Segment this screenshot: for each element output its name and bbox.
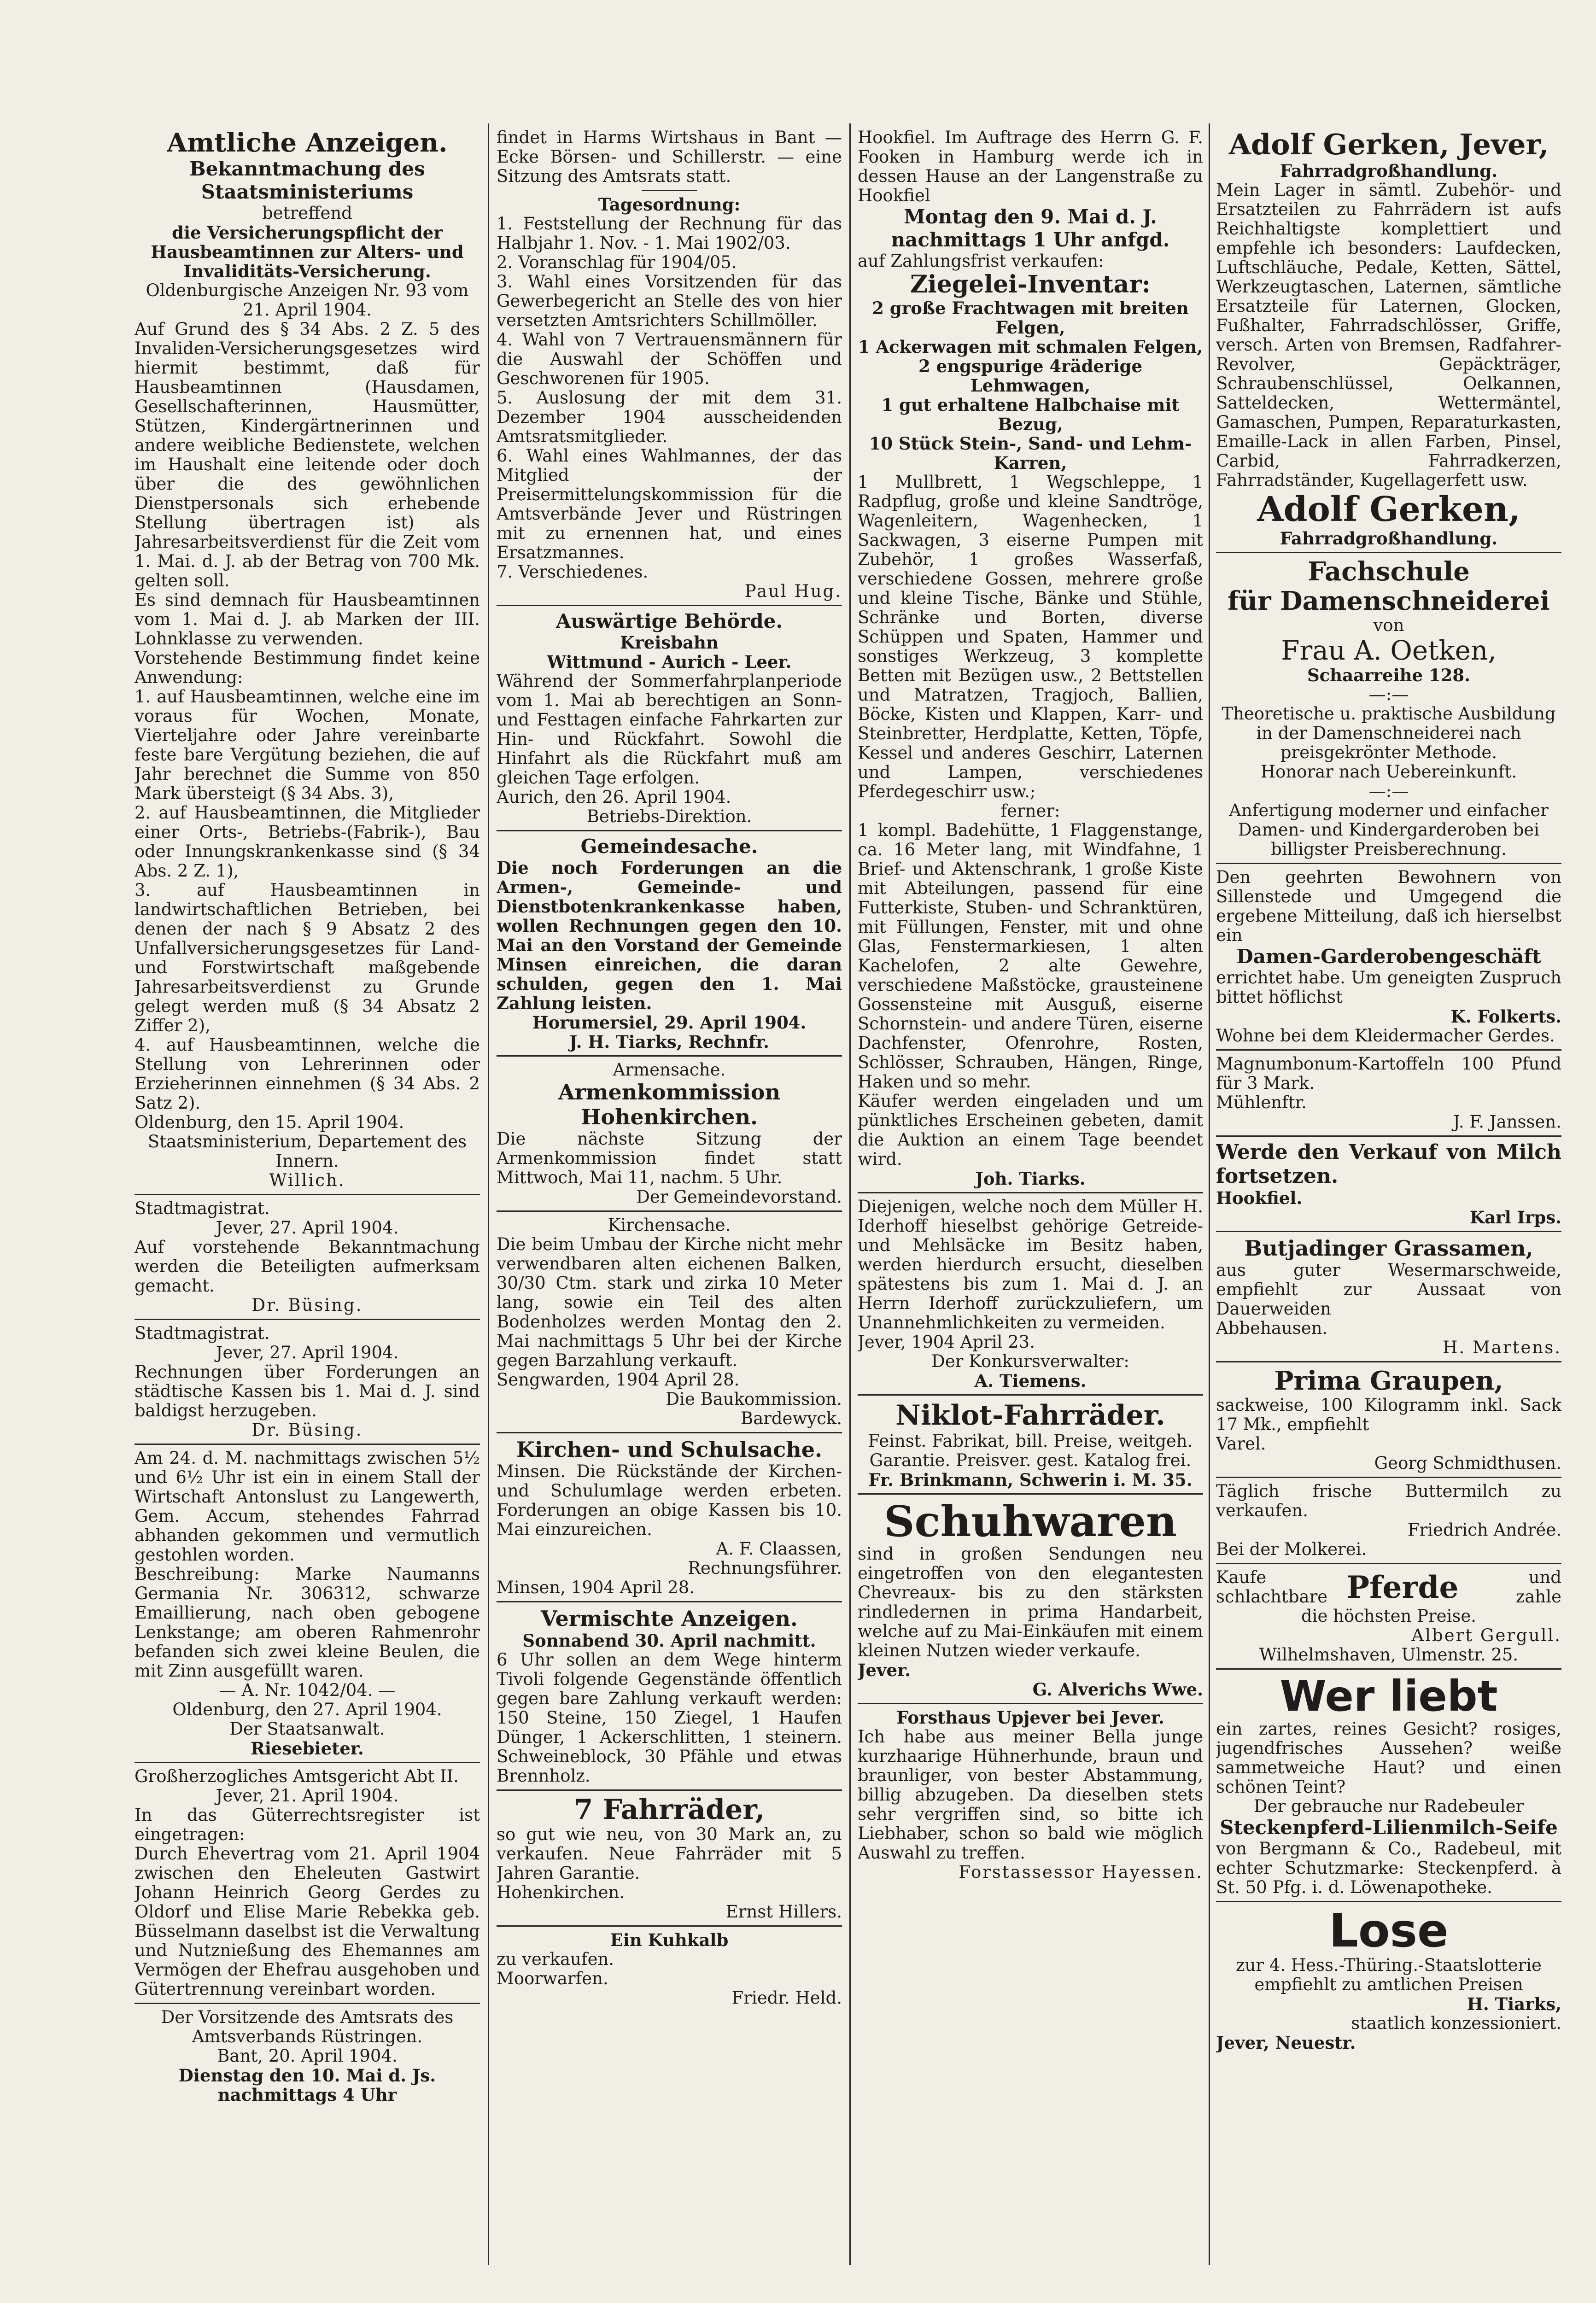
- notice-title: Kreisbahn: [620, 632, 719, 653]
- ad-title: Wer liebt: [1280, 1672, 1498, 1721]
- notice-signature: Paul Hug.: [744, 581, 842, 601]
- ad-title: Steckenpferd-Lilienmilch-Seife: [1220, 1816, 1558, 1839]
- notice-paragraph: Auf Grund des § 34 Abs. 2 Z. 5 des Invaliden-Versicherungsgesetzes wird hiermit bestimmt, daß für Hausbeamtinnen (Hausdamen, Gesellschafterinnen, Hausmütter, Stützen, Kindergärtnerinnen und andere weibliche Bedienstete, welchen im Haushalt eine leitende oder doch über die des gewöhnlichen Dienstpersonals sich erhebende Stellung übertragen ist) als Jahresarbeitsverdienst für die Zeit vom 1. Mai. d. J. ab der Betrag von 700 Mk. gelten soll.: [134, 319, 480, 590]
- ad-text: Hookfiel. Im Auftrage des Herrn G. F. Fooken in Hamburg werde ich in dessen Hause an der Langenstraße zu Hookfiel: [858, 128, 1203, 205]
- notice-signature: Dr. Büsing.: [251, 1295, 363, 1315]
- agenda-item: 1. Feststellung der Rechnung für das Halbjahr 1. Nov. - 1. Mai 1902/03.: [497, 214, 842, 253]
- ad-place: Mühlenftr.: [1216, 1093, 1307, 1112]
- ad-text: Der gebrauche nur Radebeuler: [1253, 1796, 1524, 1816]
- ad-subtitle: Fahrradgroßhandlung.: [1280, 528, 1498, 549]
- ad-text: Anfertigung moderner und einfacher Damen- und Kindergarderoben bei billigster Preisberechnung.: [1229, 801, 1549, 859]
- divider: [497, 1789, 842, 1791]
- ad-text: 6 Uhr sollen an dem Wege hinterm Tivoli folgende Gegenstände öffentlich gegen bare Zahlung verkauft werden: 150 Steine, 150 Ziegel, 1 Haufen Dünger, 1 Ackerschlitten, 1 steinern. Schweineblock, 30 Pfähle und etwas Brennholz.: [497, 1650, 842, 1786]
- ad-place: Hookfiel.: [1216, 1188, 1303, 1208]
- notice-date: Bant, 20. April 1904.: [217, 2046, 398, 2066]
- notice-text: Minsen. Die Rückstände der Kirchen- und Schulumlage werden erbeten. Forderungen an obige Kassen bis 10. Mai einzureichen.: [497, 1461, 842, 1539]
- notice-date: Oldenburg, den 15. April 1904.: [134, 1112, 404, 1132]
- ad-text: und zahle: [1515, 1567, 1561, 1607]
- ad-item: 1 gut erhaltene Halbchaise mit Bezug,: [881, 395, 1180, 434]
- divider: [1216, 1563, 1561, 1564]
- ad-text: aus guter Wesermarschweide, empfiehlt zur Aussaat von Dauerweiden: [1216, 1260, 1561, 1319]
- ad-title: Butjadinger Grassamen,: [1244, 1236, 1533, 1261]
- divider: [642, 190, 697, 191]
- notice-signature: Der Staatsanwalt.: [229, 1719, 385, 1739]
- ad-text: Wohne bei dem Kleidermacher Gerdes.: [1216, 1026, 1555, 1046]
- ad-title: Adolf Gerken,: [1257, 490, 1520, 529]
- ad-place: Hohenkirchen.: [497, 1882, 625, 1902]
- notice-text: Auf vorstehende Bekanntmachung werden die Beteiligten aufmerksam gemacht.: [134, 1237, 480, 1296]
- ad-text: Theoretische u. praktische Ausbildung in der Damenschneiderei nach preisgekrönter Methode.: [1222, 704, 1556, 762]
- notice-heading: Stadtmagistrat.: [134, 1198, 270, 1218]
- ad-text: zur 4. Hess.-Thüring.-Staatslotterie empfiehlt zu amtlichen Preisen: [1236, 1955, 1542, 1994]
- notice-reference: Oldenburgische Anzeigen Nr. 93 vom 21. April 1904.: [146, 281, 469, 320]
- ad-ornament: —:—: [1368, 781, 1409, 801]
- notice-date-line: Dienstag den 10. Mai d. Js. nachmittags 4 Uhr: [178, 2065, 436, 2104]
- ad-place: Jever, Neuestr.: [1216, 2033, 1356, 2052]
- ad-text: Magnumbonum-Kartoffeln 100 Pfund für 3 Mark.: [1216, 1054, 1561, 1093]
- divider: [858, 1394, 1203, 1396]
- section-heading: Auswärtige Behörde.: [556, 610, 783, 632]
- ad-title: Prima Graupen,: [1274, 1366, 1503, 1396]
- ad-subtitle: Fahrradgroßhandlung.: [1280, 161, 1498, 181]
- ad-title: Ein Kuhkalb: [610, 1930, 729, 1950]
- notice-signature: Betriebs-Direktion.: [586, 807, 752, 826]
- ad-text: Kaufe schlachtbare: [1216, 1567, 1328, 1607]
- divider: [1216, 1135, 1561, 1137]
- divider: [1216, 1901, 1561, 1902]
- divider: [1216, 863, 1561, 864]
- notice-heading: Stadtmagistrat.: [134, 1323, 270, 1343]
- notice-title: Wittmund - Aurich - Leer.: [547, 652, 792, 672]
- ad-title: Damen-Garderobengeschäft: [1236, 945, 1541, 968]
- ad-text: Honorar nach Uebereinkunft.: [1260, 762, 1517, 782]
- agenda-item: 7. Verschiedenes.: [497, 562, 649, 582]
- ad-signature: Friedr. Held.: [731, 1988, 842, 2008]
- agenda-item: 3. Wahl eines Vorsitzenden für das Gewerbegericht an Stelle des von hier versetzten Amtsrichters Schillmöller.: [497, 272, 842, 330]
- agenda-item: 4. Wahl von 7 Vertrauensmännern für die Auswahl der Schöffen und Geschworenen für 1905.: [497, 330, 842, 388]
- ad-address: Wilhelmshaven, Ulmenstr. 25.: [1259, 1645, 1519, 1665]
- ad-signature: Friedrich Andrée.: [1407, 1520, 1561, 1540]
- notice-date: Jever, 21. April 1904.: [216, 1786, 399, 1806]
- ad-place: Bei der Molkerei.: [1216, 1539, 1367, 1559]
- divider: [1216, 1361, 1561, 1362]
- notice-date: Minsen, 1904 April 28.: [497, 1578, 695, 1597]
- notice-subject: die Versicherungspflicht der Hausbeamtinnen zur Alters- und Invaliditäts-Versicherung.: [151, 222, 464, 281]
- ad-text: Käufer werden eingeladen und um pünktliches Erscheinen gebeten, damit die Auktion an einem Tage beendet wird.: [858, 1091, 1203, 1169]
- notice-date: Horumersiel, 29. April 1904.: [532, 1012, 807, 1033]
- ad-title: für Damenschneiderei: [1228, 586, 1550, 616]
- ad-signature: H. Tiarks,: [1467, 1994, 1561, 2014]
- ad-place: Jever.: [858, 1660, 911, 1680]
- notice-text: Während der Sommerfahrplanperiode vom 1. Mai ab berechtigen an Sonn- und Festtagen einfache Fahrkarten zur Hin- und Rückfahrt. Sowohl die Hinfahrt als die Rückfahrt muß am gleichen Tage erfolgen.: [497, 671, 842, 788]
- notice-text: Die noch Forderungen an die Armen-, Gemeinde- und Dienstbotenkrankenkasse haben, wollen Rechnungen gegen den 10. Mai an den Vorstand der Gemeinde Minsen einreichen, die daran schulden, gegen den 1. Mai Zahlung leisten.: [497, 858, 842, 1013]
- ad-title: Pferde: [1346, 1569, 1459, 1605]
- ad-signature: K. Folkerts.: [1450, 1006, 1561, 1027]
- notice-title: Armenkommission Hohenkirchen.: [558, 1080, 781, 1129]
- divider: [134, 1194, 480, 1195]
- agenda-item: 6. Wahl eines Wahlmannes, der das Mitglied der Preisermittelungskommission für die Amtsverbände Jever und Rüstringen mit zu ernennen hat, und eines Ersatzmannes.: [497, 446, 842, 562]
- ad-signature: Ernst Hillers.: [725, 1902, 842, 1922]
- notice-text: findet in Harms Wirtshaus in Bant — Ecke Börsen- und Schillerstr. — eine Sitzung des Amtsrats statt.: [497, 128, 842, 186]
- ad-title: Ziegelei-Inventar:: [910, 270, 1151, 298]
- ad-text: sackweise, 100 Kilogramm inkl. Sack 17 Mk., empfiehlt: [1216, 1395, 1561, 1434]
- notice-signature: A. F. Claassen,: [716, 1539, 842, 1559]
- notice-paragraph: 3. auf Hausbeamtinnen in landwirtschaftlichen Betrieben, bei denen der nach § 9 Absatz 2 des Unfallversicherungsgesetzes für Land- und Forstwirtschaft maßgebende Jahresarbeitsverdienst zu Grunde gelegt werden muß (§ 34 Absatz 2 Ziffer 2),: [134, 880, 480, 1035]
- agenda-item: 2. Voranschlag für 1904/05.: [497, 252, 737, 272]
- ad-title: Schuhwaren: [884, 1496, 1177, 1546]
- notice-date: Aurich, den 26. April 1904.: [497, 787, 731, 807]
- ad-text: auf Zahlungsfrist verkaufen:: [858, 251, 1104, 271]
- ad-title: Lose: [1329, 1904, 1449, 1958]
- section-heading: Kirchensache.: [608, 1215, 731, 1235]
- notice-subtitle: betreffend: [262, 203, 352, 223]
- ad-signature: Der Konkursverwalter:: [931, 1351, 1129, 1371]
- ad-text: Diejenigen, welche noch dem Müller H. Iderhoff hieselbst gehörige Getreide- und Mehlsäcke im Besitz haben, werden hierdurch ersucht, dieselben spätestens bis zum 1. Mai d. J. an Herrn Iderhoff zurückzuliefern, um Unannehmlichkeiten zu vermeiden.: [858, 1197, 1203, 1333]
- divider: [497, 605, 842, 606]
- section-heading: Vermischte Anzeigen.: [541, 1606, 798, 1631]
- divider: [858, 1493, 1203, 1495]
- divider: [497, 1432, 842, 1433]
- divider: [134, 1444, 480, 1445]
- ad-text: Den geehrten Bewohnern von Sillenstede und Umgegend die ergebene Mitteilung, daß ich hierselbst ein: [1216, 867, 1561, 945]
- ad-signature: A. Tiemens.: [974, 1371, 1087, 1391]
- ad-signature: staatlich konzessioniert.: [1351, 2013, 1561, 2033]
- ad-text: errichtet habe. Um geneigten Zuspruch bittet höflichst: [1216, 968, 1561, 1007]
- ad-text: 1 kompl. Badehütte, 1 Flaggenstange, ca. 16 Meter lang, mit Windfahne, 1 Brief- und Aktenschrank, 1 große Kiste mit Abteilungen, passend für eine Futterkiste, Stuben- und Schranktüren, mit Füllungen, Fenster, mit und ohne Glas, Fenstermarkiesen, 1 alten Kachelofen, 2 alte Gewehre, verschiedene Maßstöcke, grausteinene Gossensteine mit Ausguß, eiserne Schornstein- und andere Türen, eiserne Dachfenster, Ofenrohre, Rosten, Schlösser, Schrauben, Hängen, Ringe, Haken und so mehr.: [858, 820, 1203, 1092]
- agenda-item: 5. Auslosung der mit dem 31. Dezember 1904 ausscheidenden Amtsratsmitglieder.: [497, 388, 842, 446]
- notice-paragraph: 4. auf Hausbeamtinnen, welche die Stellung von Lehrerinnen oder Erzieherinnen einnehmen (§ 34 Abs. 2 Satz 2).: [134, 1035, 480, 1113]
- notice-title: Bekanntmachung des Staatsministeriums: [189, 158, 425, 203]
- ad-title: Fachschule: [1308, 556, 1470, 587]
- notice-paragraph: Es sind demnach für Hausbeamtinnen vom 1. Mai d. J. ab Marken der III. Lohnklasse zu verwenden.: [134, 590, 480, 649]
- notice-text: Beschreibung: Marke Naumanns Germania Nr. 306312, schwarze Emaillierung, nach oben gebogene Lenkstange; am oberen Rahmenrohr befanden sich zwei kleine Beulen, die mit Zinn ausgefüllt waren.: [134, 1564, 480, 1681]
- divider: [858, 1192, 1203, 1193]
- ad-place: Moorwarfen.: [497, 1969, 608, 1988]
- ad-text: Täglich frische Buttermilch zu verkaufen.: [1216, 1481, 1561, 1520]
- ad-signature: G. Alverichs Wwe.: [1032, 1679, 1203, 1700]
- ad-text: Ich habe aus meiner Bella junge kurzhaarige Hühnerhunde, braun und braunliger, von bester Abstammung, billig abzugeben. Da dieselben stets sehr vergriffen sind, so bitte ich Liebhaber, schon so bald wie möglich Auswahl zu treffen.: [858, 1727, 1203, 1863]
- divider: [1216, 552, 1561, 553]
- ad-signature: Forstassessor Hayessen.: [959, 1862, 1203, 1882]
- divider: [1216, 1049, 1561, 1051]
- ad-item: 10 Stück Stein-, Sand- und Lehm-Karren,: [869, 433, 1192, 473]
- ad-signature: H. Martens.: [1443, 1338, 1561, 1357]
- column-3: [858, 128, 1203, 1882]
- ad-text: ein zartes, reines Gesicht? rosiges, jugendfrisches Aussehen? weiße sammetweiche Haut? und einen schönen Teint?: [1216, 1719, 1561, 1797]
- divider: [497, 1055, 842, 1057]
- ad-name: Frau A. Oetken,: [1281, 635, 1497, 666]
- ad-title: Werde den Verkauf von Milch fortsetzen.: [1216, 1140, 1561, 1188]
- divider: [134, 1319, 480, 1320]
- notice-date: Sengwarden, 1904 April 28.: [497, 1370, 740, 1390]
- notice-signature: Der Gemeindevorstand.: [636, 1187, 842, 1207]
- ad-signature: Karl Irps.: [1470, 1207, 1561, 1227]
- notice-signature: Die Baukommission.: [666, 1389, 842, 1409]
- ad-text: ferner:: [1000, 801, 1060, 821]
- ad-text: von Bergmann & Co., Radebeul, mit echter Schutzmarke: Steckenpferd. à St. 50 Pfg. i. d. Löwenapotheke.: [1216, 1839, 1561, 1897]
- agenda-heading: Tagesordnung:: [598, 194, 741, 215]
- notice-text: Am 24. d. M. nachmittags zwischen 5½ und 6½ Uhr ist ein in einem Stall der Wirtschaft Antonslust zu Langewerth, Gem. Accum, stehendes Fahrrad abhanden gekommen und vermutlich gestohlen worden.: [134, 1448, 480, 1565]
- notice-signature: Willich.: [269, 1170, 345, 1190]
- ad-text: so gut wie neu, von 30 Mark an, zu verkaufen. Neue Fahrräder mit 5 Jahren Garantie.: [497, 1824, 842, 1883]
- ad-title: 7 Fahrräder,: [573, 1794, 765, 1826]
- notice-date: Oldenburg, den 27. April 1904.: [172, 1700, 442, 1719]
- ad-title: Adolf Gerken, Jever,: [1228, 128, 1549, 161]
- notice-heading: Großherzogliches Amtsgericht Abt II.: [134, 1766, 459, 1786]
- notice-text: Rechnungen über Forderungen an städtische Kassen bis 1. Mai d. J. sind baldigst herzugeben.: [134, 1362, 480, 1420]
- column-1: [134, 128, 480, 2104]
- divider: [134, 1762, 480, 1763]
- notice-signature: Riesebieter.: [251, 1738, 364, 1759]
- ad-date: Jever, 1904 April 23.: [858, 1332, 1035, 1352]
- notice-signature: Bardewyck.: [741, 1409, 842, 1428]
- notice-date: Jever, 27. April 1904.: [216, 1218, 399, 1238]
- notice-title: Kirchen- und Schulsache.: [516, 1437, 823, 1462]
- ad-place: Varel.: [1216, 1434, 1266, 1454]
- ad-signature: Georg Schmidthusen.: [1374, 1453, 1561, 1473]
- section-heading-amtliche: Amtliche Anzeigen.: [167, 128, 448, 158]
- notice-paragraph: 1. auf Hausbeamtinnen, welche eine im voraus für Wochen, Monate, Vierteljahre oder Jahre vereinbarte feste bare Vergütung beziehen, die auf Jahr berechnet die Summe von 850 Mark übersteigt (§ 34 Abs. 3),: [134, 687, 480, 803]
- ad-title: Forsthaus Upjever bei Jever.: [896, 1707, 1164, 1728]
- notice-reference: — A. Nr. 1042/04. —: [219, 1680, 396, 1700]
- notice-text: Der Vorsitzende des Amtsrats des Amtsverbands Rüstringen.: [161, 2007, 454, 2046]
- section-heading: Armensache.: [613, 1060, 726, 1080]
- ad-text: zu verkaufen.: [497, 1949, 614, 1969]
- ad-address: Schaarreihe 128.: [1307, 665, 1471, 685]
- column-divider: [849, 123, 851, 2265]
- ad-title: Niklot-Fahrräder.: [895, 1399, 1165, 1432]
- notice-text: In das Güterrechtsregister ist eingetragen:: [134, 1805, 480, 1844]
- divider: [134, 2003, 480, 2004]
- ad-text: Mein Lager in sämtl. Zubehör- und Ersatzteilen zu Fahrrädern ist aufs Reichhaltigste komplettiert und empfehle ich besonders: Laufdecken, Luftschläuche, Pedale, Ketten, Sättel, Werkzeugtaschen, Laternen, sämtliche Ersatzteile für Laternen, Glocken, Fußhalter, Fahrradschlösser, Griffe, versch. Arten von Bremsen, Radfahrer-Revolver, Gepäckträger, Schraubenschlüssel, Oelkannen, Satteldecken, Wettermäntel, Gamaschen, Pumpen, Reparaturkasten, Emaille-Lack in allen Farben, Pinsel, Carbid, Fahrradkerzen, Fahrradständer, Kugellagerfett usw.: [1216, 180, 1561, 490]
- notice-signature: Staatsministerium, Departement des Innern.: [147, 1132, 467, 1171]
- column-divider: [488, 123, 489, 2265]
- notice-signature: Rechnungsführer.: [688, 1558, 842, 1578]
- divider: [497, 1601, 842, 1602]
- notice-signature: Dr. Büsing.: [251, 1420, 363, 1440]
- notice-text: Die nächste Sitzung der Armenkommission findet statt Mittwoch, Mai 11, nachm. 5 Uhr.: [497, 1129, 842, 1187]
- ad-text: die höchsten Preise.: [1301, 1606, 1477, 1626]
- column-2: [497, 128, 842, 2008]
- ad-ornament: —:—: [1368, 684, 1409, 704]
- notice-date: Jever, 27. April 1904.: [216, 1343, 399, 1362]
- notice-signature: J. H. Tiarks, Rechnfr.: [569, 1032, 769, 1052]
- divider: [858, 1703, 1203, 1704]
- column-4: [1216, 128, 1561, 2052]
- ad-item: 2 große Frachtwagen mit breiten Felgen,: [872, 298, 1189, 338]
- ad-item: 2 engspurige 4räderige Lehmwagen,: [918, 356, 1142, 396]
- ad-signature: Joh. Tiarks.: [975, 1169, 1086, 1189]
- divider: [497, 1210, 842, 1212]
- notice-text: Die beim Umbau der Kirche nicht mehr verwendbaren alten eichenen Balken, 30/30 Ctm. stark und zirka 10 Meter lang, sowie ein Teil des alten Bodenholzes werden Montag den 2. Mai nachmittags 5 Uhr bei der Kirche gegen Barzahlung verkauft.: [497, 1234, 842, 1370]
- pferde-ad: [1216, 1568, 1561, 1607]
- ad-place: Abbehausen.: [1216, 1318, 1328, 1338]
- ad-text: Feinst. Fabrikat, bill. Preise, weitgeh. Garantie. Preisver. gest. Katalog frei.: [868, 1431, 1193, 1470]
- notice-paragraph: 2. auf Hausbeamtinnen, die Mitglieder einer Orts-, Betriebs-(Fabrik-), Bau oder Innungskrankenkasse sind (§ 34 Abs. 2 Z. 1),: [134, 803, 480, 881]
- ad-signature: J. F. Janssen.: [1453, 1112, 1561, 1132]
- column-divider: [1209, 123, 1210, 2265]
- divider: [1216, 1668, 1561, 1670]
- ad-date-line: Sonnabend 30. April nachmitt.: [522, 1631, 816, 1651]
- ad-text: sind in großen Sendungen neu eingetroffen von den elegantesten Chevreaux- bis zu den stärksten rindledernen in prima Handarbeit, welche auf zu Mai-Einkäufen mit einem kleinen Nutzen wieder verkaufe.: [858, 1544, 1203, 1660]
- ad-signature: Albert Gergull.: [1411, 1625, 1561, 1645]
- section-heading: Gemeindesache.: [580, 835, 758, 858]
- divider: [497, 1925, 842, 1927]
- ad-text: von: [1373, 615, 1404, 635]
- agenda-list: [497, 214, 842, 582]
- notice-text: Durch Ehevertrag vom 21. April 1904 zwischen den Eheleuten Gastwirt Johann Heinrich Georg Gerdes zu Oldorf und Elise Marie Rebekka geb. Büsselmann daselbst ist die Verwaltung und Nutznießung des Ehemannes am Vermögen der Ehefrau ausgehoben und Gütertrennung vereinbart worden.: [134, 1844, 480, 1999]
- notice-paragraph: Vorstehende Bestimmung findet keine Anwendung:: [134, 648, 480, 687]
- ad-address: Fr. Brinkmann, Schwerin i. M. 35.: [868, 1470, 1193, 1490]
- ad-text: 1 Mullbrett, 1 Wegschleppe, 1 Radpflug, große und kleine Sandtröge, Wagenleitern, Wagenhecken, 1 Sackwagen, 3 eiserne Pumpen mit Zubehör, 1 großes Wasserfaß, verschiedene Gossen, mehrere große und kleine Tische, Bänke und Stühle, Schränke und Borten, diverse Schüppen und Spaten, Hammer und sonstiges Werkzeug, 3 komplette Betten mit Bezügen usw., 2 Bettstellen und Matratzen, Tragjoch, Ballien, Böcke, Kisten und Klappen, Karr- und Steinbretter, Herdplatte, Ketten, Töpfe, Kessel und anderes Geschirr, Laternen und Lampen, verschiedenes Pferdegeschirr usw.;: [858, 472, 1203, 801]
- ad-item: 1 Ackerwagen mit schmalen Felgen,: [858, 337, 1203, 357]
- divider: [1216, 1231, 1561, 1232]
- divider: [1216, 1477, 1561, 1478]
- ad-date-line: Montag den 9. Mai d. J. nachmittags 1 Uhr anfgd.: [891, 205, 1170, 251]
- divider: [497, 830, 842, 831]
